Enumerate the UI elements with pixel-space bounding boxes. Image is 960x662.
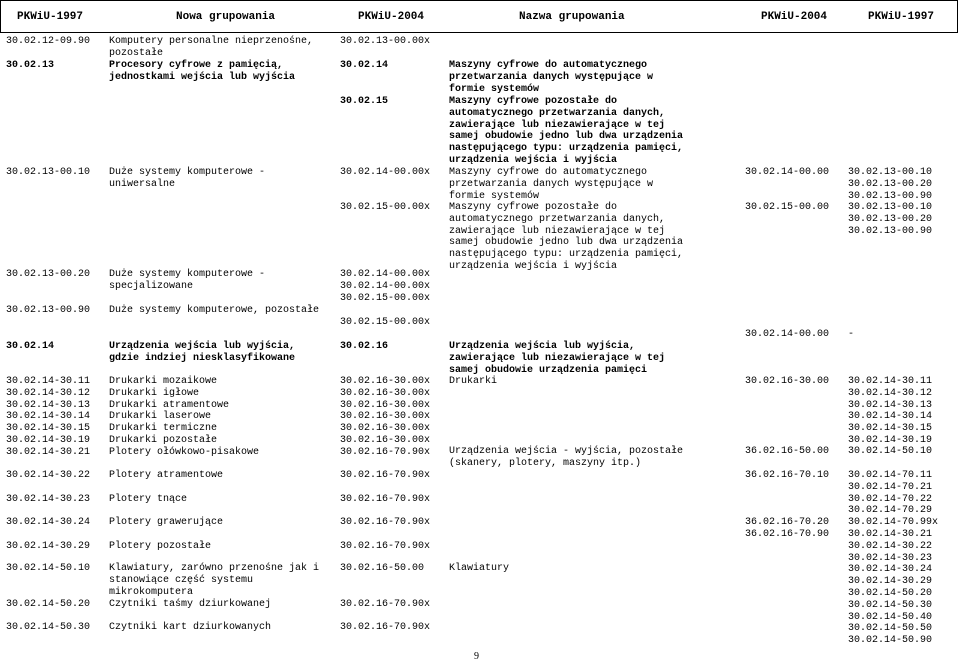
- cell-c: 30.02.16-70.90x: [340, 470, 431, 481]
- cell-f: 30.02.13-00.90: [848, 225, 933, 237]
- cell-b: uniwersalne: [109, 178, 176, 190]
- cell-c: 30.02.14-00.00x: [340, 167, 431, 178]
- cell-b: Plotery grawerujące: [109, 517, 224, 528]
- cell-d: przetwarzania danych występujące w: [449, 71, 654, 83]
- cell-a: 30.02.14-50.20: [6, 599, 91, 610]
- cell-f: 30.02.14-70.11: [848, 470, 933, 481]
- cell-b: Drukarki termiczne: [109, 423, 218, 435]
- cell-f: 30.02.14-50.40: [848, 611, 933, 623]
- cell-c: 30.02.16-50.00: [340, 563, 425, 574]
- cell-f: 30.02.14-50.10: [848, 446, 933, 457]
- cell-f: 30.02.14-50.20: [848, 588, 933, 599]
- cell-d: samej obudowie jedno lub dwa urządzenia: [449, 237, 684, 249]
- cell-f: 30.02.14-30.22: [848, 540, 933, 552]
- cell-d: (skanery, plotery, maszyny itp.): [449, 457, 642, 469]
- cell-f: 30.02.14-30.29: [848, 576, 933, 588]
- cell-c: 30.02.16-30.00x: [340, 423, 431, 435]
- cell-b: Klawiatury, zarówno przenośne jak i: [109, 563, 320, 574]
- cell-d: samej obudowie urządzenia pamięci: [449, 364, 648, 376]
- cell-a: 30.02.14-30.11: [6, 376, 91, 387]
- cell-d: urządzenia wejścia i wyjścia: [449, 155, 618, 166]
- cell-f: 30.02.14-30.21: [848, 529, 933, 540]
- cell-a: 30.02.13-00.10: [6, 167, 91, 178]
- cell-d: następującego typu: urządzenia pamięci,: [449, 249, 684, 261]
- cell-a: 30.02.14-30.24: [6, 517, 91, 528]
- cell-d: następującego typu: urządzenia pamięci,: [449, 143, 684, 155]
- cell-c: 30.02.14: [340, 60, 389, 71]
- cell-f: 30.02.13-00.20: [848, 213, 933, 225]
- cell-e: 36.02.16-70.10: [745, 470, 830, 481]
- cell-c: 30.02.16-30.00x: [340, 399, 431, 411]
- cell-c: 30.02.14-00.00x: [340, 269, 431, 280]
- table-header: [0, 0, 958, 33]
- cell-c: 30.02.13-00.00x: [340, 36, 431, 47]
- cell-f: 30.02.14-30.13: [848, 399, 933, 411]
- cell-f: 30.02.13-00.90: [848, 190, 933, 202]
- cell-d: Urządzenia wejścia - wyjścia, pozostałe: [449, 446, 684, 457]
- cell-b: Urządzenia wejścia lub wyjścia,: [109, 341, 296, 352]
- cell-d: zawierające lub niezawierające w tej: [449, 225, 666, 237]
- cell-a: 30.02.14-30.21: [6, 446, 91, 458]
- cell-b: jednostkami wejścia lub wyjścia: [109, 71, 296, 83]
- cell-f: 30.02.13-00.10: [848, 167, 933, 178]
- cell-b: Plotery atramentowe: [109, 470, 224, 481]
- header-nowa-grupowania: Nowa grupowania: [176, 11, 276, 23]
- cell-b: specjalizowane: [109, 280, 194, 292]
- cell-f: 30.02.14-70.99x: [848, 517, 939, 529]
- cell-d: urządzenia wejścia i wyjścia: [449, 261, 618, 272]
- cell-c: 30.02.15-00.00x: [340, 292, 431, 304]
- cell-e: 30.02.14-00.00: [745, 167, 830, 178]
- cell-d: Klawiatury: [449, 563, 510, 574]
- cell-c: 30.02.16-30.00x: [340, 435, 431, 446]
- cell-b: Duże systemy komputerowe -: [109, 269, 266, 280]
- cell-f: 30.02.13-00.10: [848, 202, 933, 213]
- cell-e: 30.02.16-30.00: [745, 376, 830, 387]
- header-pkwiu-1997-b: PKWiU-1997: [868, 11, 935, 23]
- cell-c: 30.02.16-30.00x: [340, 411, 431, 423]
- cell-c: 30.02.15: [340, 96, 389, 107]
- cell-a: 30.02.13: [6, 60, 55, 71]
- cell-f: 30.02.14-30.11: [848, 376, 933, 387]
- cell-e: 36.02.16-70.20: [745, 517, 830, 529]
- cell-d: formie systemów: [449, 190, 540, 202]
- cell-f: 30.02.14-30.15: [848, 423, 933, 435]
- cell-d: przetwarzania danych występujące w: [449, 178, 654, 190]
- cell-a: 30.02.14-30.22: [6, 470, 91, 481]
- cell-f: 30.02.14-70.21: [848, 481, 933, 493]
- cell-b: Duże systemy komputerowe, pozostałe: [109, 305, 320, 316]
- cell-f: 30.02.14-70.29: [848, 505, 933, 517]
- cell-c: 30.02.16-70.90x: [340, 517, 431, 528]
- cell-c: 30.02.16-70.90x: [340, 446, 431, 458]
- cell-a: 30.02.14-30.19: [6, 435, 91, 446]
- cell-a: 30.02.14-30.12: [6, 387, 91, 399]
- cell-d: Drukarki: [449, 376, 498, 387]
- cell-c: 30.02.16-70.90x: [340, 541, 431, 552]
- cell-c: 30.02.16-30.00x: [340, 376, 431, 387]
- cell-c: 30.02.16-30.00x: [340, 387, 431, 399]
- header-pkwiu-2004: PKWiU-2004: [358, 11, 425, 23]
- cell-f: 30.02.14-30.12: [848, 387, 933, 399]
- cell-b: Plotery pozostałe: [109, 541, 212, 552]
- cell-f: 30.02.14-50.50: [848, 623, 933, 635]
- header-pkwiu-2004-b: PKWiU-2004: [761, 11, 828, 23]
- cell-b: Czytniki taśmy dziurkowanej: [109, 599, 272, 610]
- cell-b: Duże systemy komputerowe -: [109, 167, 266, 178]
- cell-e: 30.02.14-00.00: [745, 329, 830, 340]
- cell-a: 30.02.13-00.90: [6, 305, 91, 316]
- cell-c: 30.02.16-70.90x: [340, 599, 431, 610]
- cell-d: automatycznego przetwarzania danych,: [449, 107, 666, 119]
- cell-b: Drukarki atramentowe: [109, 399, 230, 411]
- cell-a: 30.02.14-30.13: [6, 399, 91, 411]
- cell-f: 30.02.14-30.19: [848, 435, 933, 446]
- cell-b: Drukarki igłowe: [109, 387, 200, 399]
- cell-e: 30.02.15-00.00: [745, 202, 830, 213]
- cell-d: formie systemów: [449, 83, 540, 95]
- cell-f: 30.02.14-70.22: [848, 493, 933, 505]
- cell-b: stanowiące część systemu: [109, 574, 254, 586]
- cell-c: 30.02.16-70.90x: [340, 494, 431, 505]
- cell-d: zawierające lub niezawierające w tej: [449, 352, 666, 364]
- cell-b: Drukarki pozostałe: [109, 435, 218, 446]
- cell-f: 30.02.14-30.14: [848, 411, 933, 423]
- cell-d: Maszyny cyfrowe pozostałe do: [449, 202, 618, 213]
- cell-a: 30.02.14-30.15: [6, 423, 91, 435]
- cell-b: Komputery personalne nieprzenośne,: [109, 36, 314, 47]
- cell-b: Czytniki kart dziurkowanych: [109, 622, 272, 633]
- cell-b: Plotery ołówkowo-pisakowe: [109, 446, 260, 458]
- cell-c: 30.02.16: [340, 341, 389, 352]
- cell-b: Plotery tnące: [109, 494, 188, 505]
- cell-b: Drukarki mozaikowe: [109, 376, 218, 387]
- cell-c: 30.02.14-00.00x: [340, 281, 431, 293]
- cell-d: samej obudowie jedno lub dwa urządzenia: [449, 131, 684, 143]
- cell-f: 30.02.14-30.23: [848, 552, 933, 564]
- cell-c: 30.02.16-70.90x: [340, 622, 431, 633]
- cell-b: mikrokomputera: [109, 586, 194, 598]
- cell-a: 30.02.14-30.23: [6, 494, 91, 505]
- cell-e: 36.02.16-70.90: [745, 529, 830, 540]
- page-number: 9: [474, 651, 479, 662]
- cell-a: 30.02.14-30.29: [6, 541, 91, 552]
- cell-a: 30.02.14: [6, 341, 55, 352]
- cell-d: automatycznego przetwarzania danych,: [449, 213, 666, 225]
- cell-f: -: [848, 329, 855, 340]
- header-nazwa-grupowania: Nazwa grupowania: [519, 11, 625, 23]
- cell-a: 30.02.14-50.30: [6, 622, 91, 633]
- cell-a: 30.02.14-50.10: [6, 563, 91, 574]
- cell-f: 30.02.14-50.90: [848, 635, 933, 647]
- cell-c: 30.02.15-00.00x: [340, 202, 431, 213]
- cell-b: Procesory cyfrowe z pamięcią,: [109, 60, 284, 71]
- cell-a: 30.02.14-30.14: [6, 411, 91, 423]
- cell-e: 36.02.16-50.00: [745, 446, 830, 457]
- cell-f: 30.02.14-50.30: [848, 599, 933, 611]
- cell-d: Urządzenia wejścia lub wyjścia,: [449, 341, 636, 352]
- cell-f: 30.02.13-00.20: [848, 178, 933, 190]
- cell-d: Maszyny cyfrowe do automatycznego: [449, 167, 648, 178]
- header-pkwiu-1997: PKWiU-1997: [17, 11, 84, 23]
- cell-c: 30.02.15-00.00x: [340, 316, 431, 328]
- cell-f: 30.02.14-30.24: [848, 564, 933, 576]
- cell-d: Maszyny cyfrowe pozostałe do: [449, 96, 618, 107]
- cell-b: Drukarki laserowe: [109, 411, 212, 423]
- cell-a: 30.02.12-09.90: [6, 36, 91, 47]
- cell-b: pozostałe: [109, 47, 164, 59]
- cell-d: Maszyny cyfrowe do automatycznego: [449, 60, 648, 71]
- cell-b: gdzie indziej niesklasyfikowane: [109, 352, 296, 364]
- cell-a: 30.02.13-00.20: [6, 269, 91, 280]
- cell-d: zawierające lub niezawierające w tej: [449, 119, 666, 131]
